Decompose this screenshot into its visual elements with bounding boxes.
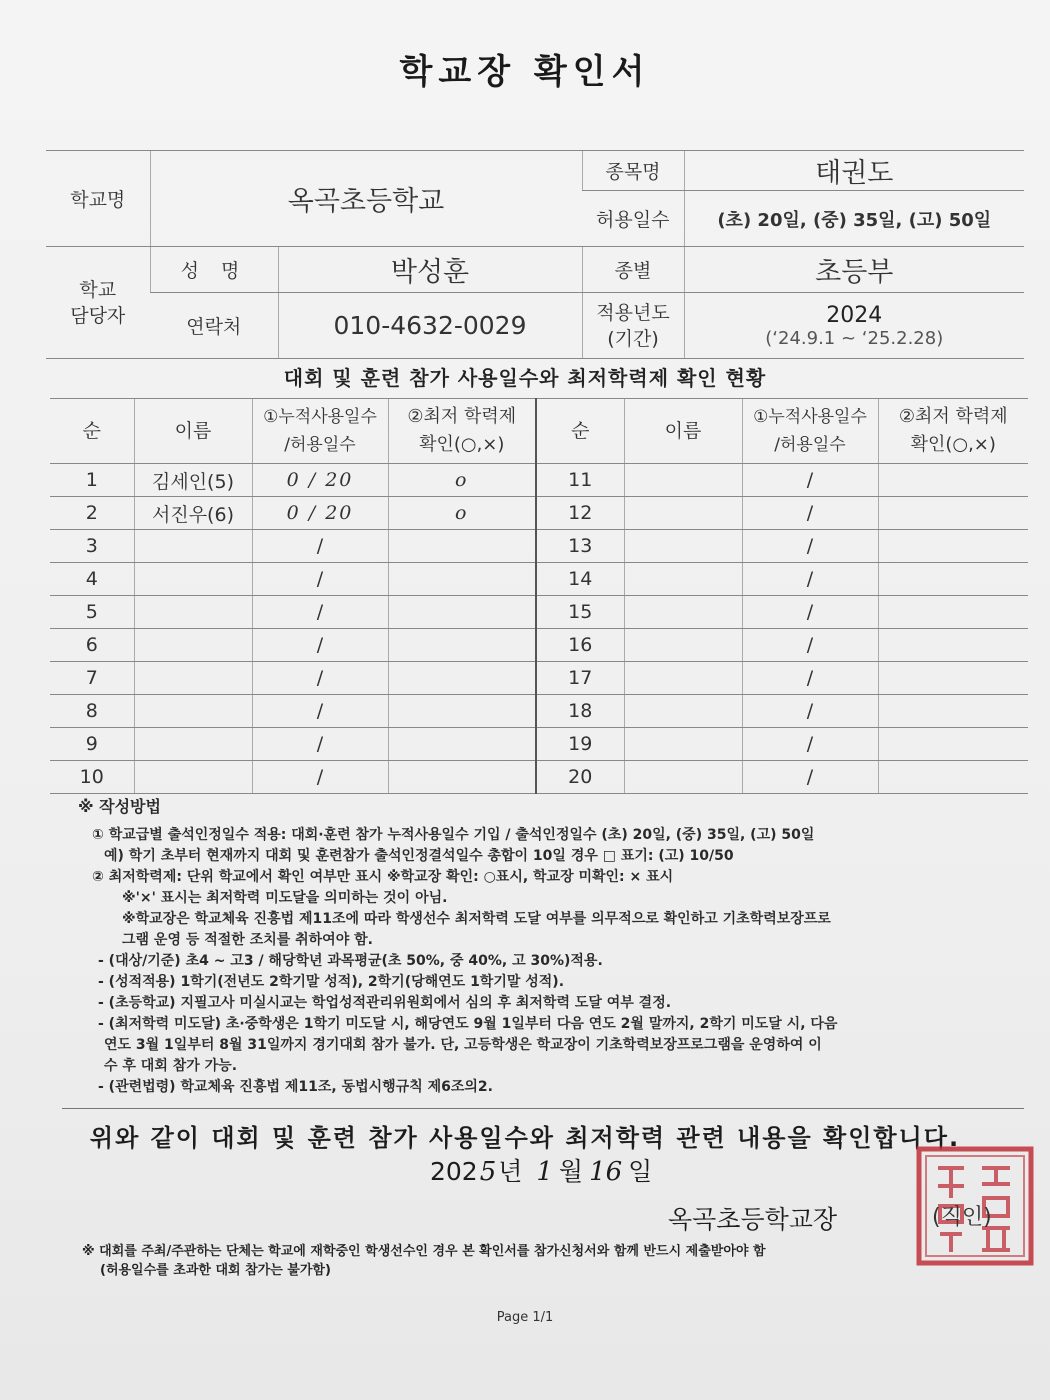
table-row <box>50 728 1028 761</box>
header-no-left: 순 <box>50 399 134 464</box>
table-row <box>50 497 1028 530</box>
row-name <box>134 662 252 695</box>
sport-value: 태권도 <box>684 151 1024 191</box>
row-check <box>878 464 1028 497</box>
table-row <box>50 761 1028 794</box>
instruction-line: - (성적적용) 1학기(전년도 2학기말 성적), 2학기(당해연도 1학기말 성적). <box>98 974 565 990</box>
period-value: (‘24.9.1 ~ ‘25.2.28) <box>765 327 944 349</box>
confirmation-statement: 위와 같이 대회 및 훈련 참가 사용일수와 최저학력 관련 내용을 확인합니다. <box>89 1124 961 1152</box>
footnote <box>82 1242 1022 1280</box>
row-days: / <box>742 728 878 761</box>
row-no: 17 <box>536 662 624 695</box>
header-days-right: ①누적사용일수 /허용일수 <box>742 399 878 464</box>
allowed-days-label: 허용일수 <box>582 191 684 247</box>
row-no: 5 <box>50 596 134 629</box>
row-check <box>388 563 536 596</box>
instruction-line: 예) 학기 초부터 현재까지 대회 및 훈련참가 출석인정결석일수 총합이 10일 경우 □ 표기: (고) 10/50 <box>104 848 734 864</box>
date-year-hand: 5 <box>479 1157 497 1187</box>
header-name-right: 이름 <box>624 399 742 464</box>
section-title: 대회 및 훈련 참가 사용일수와 최저학력제 확인 현황 <box>283 366 767 390</box>
row-no: 11 <box>536 464 624 497</box>
page-number: Page 1/1 <box>496 1310 554 1325</box>
row-no: 12 <box>536 497 624 530</box>
row-check <box>878 761 1028 794</box>
row-name <box>624 695 742 728</box>
phone-value: 010-4632-0029 <box>278 293 582 359</box>
year-cell <box>684 293 1024 359</box>
row-no: 16 <box>536 629 624 662</box>
row-name <box>134 629 252 662</box>
instructions-lines <box>78 825 978 1098</box>
row-check <box>878 629 1028 662</box>
category-value: 초등부 <box>684 247 1024 293</box>
instruction-line: - (관련법령) 학교체육 진흥법 제11조, 동법시행규칙 제6조의2. <box>98 1079 493 1095</box>
instruction-line: - (초등학교) 지필고사 미실시교는 학업성적관리위원회에서 심의 후 최저학력 도달 여부 결정. <box>98 995 672 1011</box>
row-no: 7 <box>50 662 134 695</box>
table-row <box>50 464 1028 497</box>
divider <box>62 1108 1024 1109</box>
date-year-suffix: 년 <box>498 1157 523 1186</box>
instruction-line: 그램 운영 등 적절한 조치를 취하여야 함. <box>122 932 373 948</box>
row-name <box>134 563 252 596</box>
header-name-left: 이름 <box>134 399 252 464</box>
row-name <box>134 695 252 728</box>
row-check <box>388 629 536 662</box>
row-name <box>624 629 742 662</box>
seal-label: (직인) <box>932 1205 992 1230</box>
date-day-suffix: 일 <box>628 1157 653 1186</box>
row-no: 4 <box>50 563 134 596</box>
row-no: 15 <box>536 596 624 629</box>
confirmation-date <box>430 1152 652 1188</box>
header-check-left: ②최저 학력제 확인(○,×) <box>388 399 536 464</box>
school-label: 학교명 <box>46 151 150 247</box>
row-name <box>624 662 742 695</box>
row-no: 10 <box>50 761 134 794</box>
row-name <box>624 596 742 629</box>
row-days: / <box>742 530 878 563</box>
row-no: 3 <box>50 530 134 563</box>
instruction-line: - (최저학력 미도달) 초·중학생은 1학기 미도달 시, 해당연도 9월 1일부터 다음 연도 2월 말까지, 2학기 미도달 시, 다음 <box>98 1016 838 1032</box>
row-days: / <box>252 596 388 629</box>
instructions <box>78 796 978 1098</box>
date-day-hand: 16 <box>589 1157 623 1187</box>
row-days: / <box>252 629 388 662</box>
name-value: 박성훈 <box>278 247 582 293</box>
row-days: / <box>742 563 878 596</box>
header-check-right: ②최저 학력제 확인(○,×) <box>878 399 1028 464</box>
row-name <box>624 563 742 596</box>
row-check <box>878 662 1028 695</box>
phone-label: 연락처 <box>150 293 278 359</box>
table-row <box>50 662 1028 695</box>
row-days: / <box>252 695 388 728</box>
row-name <box>624 530 742 563</box>
row-days: / <box>252 728 388 761</box>
row-check <box>878 563 1028 596</box>
row-days: / <box>252 530 388 563</box>
row-name: 김세인(5) <box>134 464 252 497</box>
principal-name: 옥곡초등학교장 <box>668 1205 838 1234</box>
instructions-heading: ※ 작성방법 <box>78 797 161 816</box>
row-check <box>388 728 536 761</box>
row-check <box>388 695 536 728</box>
row-check: o <box>388 497 536 530</box>
footnote-line-1: ※ 대회를 주최/주관하는 단체는 학교에 재학중인 학생선수인 경우 본 확인서를 참가신청서와 함께 반드시 제출받아야 함 <box>82 1244 766 1259</box>
row-days: / <box>742 596 878 629</box>
row-days: / <box>252 662 388 695</box>
row-name <box>134 728 252 761</box>
instruction-line: - (대상/기준) 초4 ~ 고3 / 해당학년 과목평균(초 50%, 중 40%, 고 30%)적용. <box>98 953 603 969</box>
year-value: 2024 <box>826 302 883 328</box>
row-no: 8 <box>50 695 134 728</box>
date-year-prefix: 202 <box>430 1157 478 1186</box>
row-check <box>388 761 536 794</box>
row-check <box>878 596 1028 629</box>
row-check <box>878 497 1028 530</box>
row-check <box>388 662 536 695</box>
table-row <box>50 695 1028 728</box>
header-no-right: 순 <box>536 399 624 464</box>
contact-person-label: 학교 담당자 <box>46 247 150 359</box>
row-no: 20 <box>536 761 624 794</box>
row-no: 18 <box>536 695 624 728</box>
row-days: / <box>742 629 878 662</box>
name-label: 성 명 <box>150 247 278 293</box>
row-check <box>878 530 1028 563</box>
row-days: / <box>252 563 388 596</box>
instruction-line: ※'×' 표시는 최저학력 미도달을 의미하는 것이 아님. <box>122 890 448 906</box>
roster-table <box>50 398 1028 794</box>
row-name <box>624 728 742 761</box>
row-days: / <box>742 662 878 695</box>
row-no: 13 <box>536 530 624 563</box>
row-no: 19 <box>536 728 624 761</box>
table-row <box>50 530 1028 563</box>
allowed-days-value: (초) 20일, (중) 35일, (고) 50일 <box>684 191 1024 247</box>
row-no: 1 <box>50 464 134 497</box>
row-check <box>878 695 1028 728</box>
sport-label: 종목명 <box>582 151 684 191</box>
row-no: 6 <box>50 629 134 662</box>
row-days: / <box>742 761 878 794</box>
instruction-line: ① 학교급별 출석인정일수 적용: 대회·훈련 참가 누적사용일수 기입 / 출석인정일수 (초) 20일, (중) 35일, (고) 50일 <box>92 827 815 843</box>
row-check: o <box>388 464 536 497</box>
table-row <box>50 596 1028 629</box>
row-no: 9 <box>50 728 134 761</box>
table-row <box>50 629 1028 662</box>
date-month-suffix: 월 <box>558 1157 584 1186</box>
row-days: / <box>252 761 388 794</box>
category-label: 종별 <box>582 247 684 293</box>
row-days: / <box>742 497 878 530</box>
instruction-line: 수 후 대회 참가 가능. <box>104 1058 238 1074</box>
row-no: 2 <box>50 497 134 530</box>
instruction-line: ※학교장은 학교체육 진흥법 제11조에 따라 학생선수 최저학력 도달 여부를 의무적으로 확인하고 기초학력보장프로 <box>122 911 831 927</box>
row-name <box>624 497 742 530</box>
row-name <box>624 761 742 794</box>
row-name <box>624 464 742 497</box>
header-days-left: ①누적사용일수 /허용일수 <box>252 399 388 464</box>
instruction-line: ② 최저학력제: 단위 학교에서 확인 여부만 표시 ※학교장 확인: ○표시, 학교장 미확인: × 표시 <box>92 869 674 885</box>
row-check <box>388 596 536 629</box>
row-days: / <box>742 464 878 497</box>
info-table <box>46 150 1024 359</box>
document-title: 학교장 확인서 <box>399 52 651 92</box>
row-name <box>134 530 252 563</box>
row-days: 0 / 20 <box>252 464 388 497</box>
footnote-line-2: (허용일수를 초과한 대회 참가는 불가함) <box>100 1263 331 1278</box>
row-name <box>134 761 252 794</box>
row-days: 0 / 20 <box>252 497 388 530</box>
table-row <box>50 563 1028 596</box>
row-name <box>134 596 252 629</box>
year-label: 적용년도 (기간) <box>582 293 684 359</box>
row-days: / <box>742 695 878 728</box>
date-month-hand: 1 <box>536 1157 553 1187</box>
row-no: 14 <box>536 563 624 596</box>
row-name: 서진우(6) <box>134 497 252 530</box>
row-check <box>388 530 536 563</box>
school-name: 옥곡초등학교 <box>150 151 582 247</box>
row-check <box>878 728 1028 761</box>
roster-body <box>50 464 1028 794</box>
instruction-line: 연도 3월 1일부터 8월 31일까지 경기대회 참가 불가. 단, 고등학생은 학교장이 기초학력보장프로그램을 운영하여 이 <box>104 1037 822 1053</box>
